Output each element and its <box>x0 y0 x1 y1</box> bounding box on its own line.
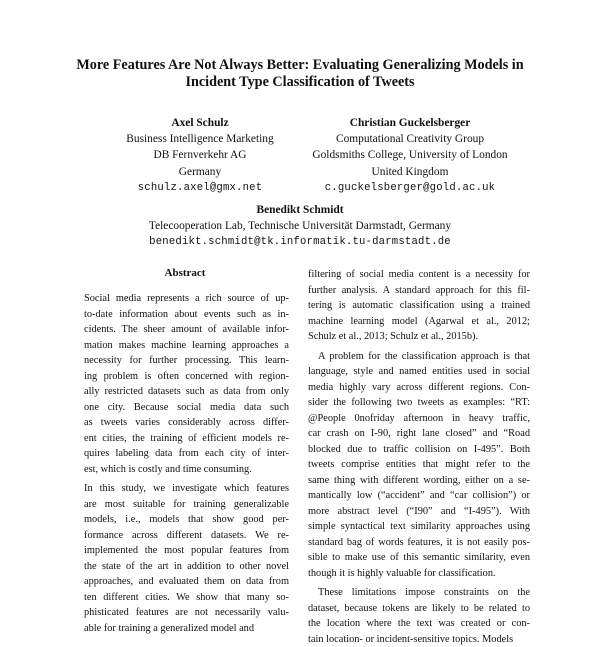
text-line: blocked due to traffic collision on I-495”. Both <box>308 442 530 458</box>
author-email[interactable]: c.guckelsberger@gold.ac.uk <box>290 180 530 196</box>
text-line: mantically low (“accident” and “car collision”) or <box>308 488 530 504</box>
abstract-paragraph <box>84 481 289 636</box>
author-name: Benedikt Schmidt <box>100 202 500 218</box>
text-line: the state of the art in addition to other novel <box>84 559 289 575</box>
author-affiliation: Computational Creativity Group <box>290 131 530 147</box>
text-line: sider the following two tweets as examples: “RT: <box>308 395 530 411</box>
author-block <box>290 115 530 196</box>
author-affiliation: Goldsmiths College, University of London <box>290 147 530 163</box>
author-email[interactable]: benedikt.schmidt@tk.informatik.tu-darmstadt.de <box>100 234 500 250</box>
text-line: ten different cities. We show that many so- <box>84 590 289 606</box>
text-line: quires labeling data from each city of inter- <box>84 446 289 462</box>
text-line: models, i.e., models that show good per- <box>84 512 289 528</box>
author-name: Christian Guckelsberger <box>290 115 530 131</box>
text-line: filtering of social media content is a necessity for <box>308 267 530 283</box>
author-affiliation: Business Intelligence Marketing <box>90 131 310 147</box>
text-line: In this study, we investigate which features <box>84 481 289 497</box>
abstract-heading: Abstract <box>82 267 288 279</box>
text-line: to-date information about events such as in- <box>84 307 289 323</box>
text-line: ent cities, the training of efficient models re- <box>84 431 289 447</box>
paper-title <box>40 57 560 91</box>
author-block <box>90 115 310 196</box>
body-paragraph <box>308 349 530 582</box>
author-country: United Kingdom <box>290 164 530 180</box>
text-line: cidents. The sheer amount of available infor- <box>84 322 289 338</box>
author-name: Axel Schulz <box>90 115 310 131</box>
text-line: Schulz et al., 2013; Schulz et al., 2015b). <box>308 329 530 345</box>
text-line: media highly vary across different regions. Con- <box>308 380 530 396</box>
text-line: phisticated features are not necessarily valu- <box>84 605 289 621</box>
text-line: These limitations impose constraints on the <box>308 585 530 601</box>
text-line: same thing with different wording, either on a se- <box>308 473 530 489</box>
text-line: necessity for further processing. This learn- <box>84 353 289 369</box>
title-line: Incident Type Classification of Tweets <box>40 74 560 91</box>
text-line: more abstract level (“I90” and “I-495”). With <box>308 504 530 520</box>
text-line: tering is automatic classification using a trained <box>308 298 530 314</box>
text-line: simple syntactical text similarity approaches using <box>308 519 530 535</box>
abstract-body <box>84 291 289 636</box>
text-line: though it is highly valuable for classification. <box>308 566 530 582</box>
text-line: ing problem is often concerned with region- <box>84 369 289 385</box>
text-line: approaches, and evaluated them on data from <box>84 574 289 590</box>
text-line: sible to make use of this semantic similarity, even <box>308 550 530 566</box>
text-line: formance across different datasets. We re- <box>84 528 289 544</box>
text-line: further analysis. A standard approach for this fil- <box>308 283 530 299</box>
body-paragraph <box>308 267 530 345</box>
text-line: Social media represents a rich source of up- <box>84 291 289 307</box>
text-line: as tweets varies considerably across differ- <box>84 415 289 431</box>
text-line: standard bag of words features, it is not easily pos- <box>308 535 530 551</box>
text-line: tain location- or incident-sensitive topics. Models <box>308 632 530 647</box>
right-column-body <box>308 267 530 647</box>
text-line: mation makes machine learning approaches a <box>84 338 289 354</box>
author-email[interactable]: schulz.axel@gmx.net <box>90 180 310 196</box>
text-line: implemented the most popular features from <box>84 543 289 559</box>
text-line: language, style and named entities used in social <box>308 364 530 380</box>
title-line: More Features Are Not Always Better: Evaluating Generalizing Models in <box>40 57 560 74</box>
body-paragraph <box>308 585 530 647</box>
text-line: able for training a generalized model and <box>84 621 289 637</box>
text-line: car crash on I-90, right lane closed” and “Road <box>308 426 530 442</box>
author-affiliation: DB Fernverkehr AG <box>90 147 310 163</box>
text-line: ally restricted datasets such as data from only <box>84 384 289 400</box>
text-line: dataset, because tokens are likely to be related to <box>308 601 530 617</box>
text-line: machine learning model (Agarwal et al., 2012; <box>308 314 530 330</box>
text-line: one city. Because social media data such <box>84 400 289 416</box>
text-line: @People 0nofriday afternoon in heavy traffic, <box>308 411 530 427</box>
author-country: Germany <box>90 164 310 180</box>
abstract-paragraph <box>84 291 289 477</box>
text-line: A problem for the classification approach is that <box>308 349 530 365</box>
text-line: est, which is costly and time consuming. <box>84 462 289 478</box>
text-line: are most suitable for training generalizable <box>84 497 289 513</box>
text-line: tweets comprise entities that might refer to the <box>308 457 530 473</box>
author-affiliation: Telecooperation Lab, Technische Universität Darmstadt, Germany <box>100 218 500 234</box>
author-block <box>100 202 500 251</box>
text-line: the location where the text was created or con- <box>308 616 530 632</box>
